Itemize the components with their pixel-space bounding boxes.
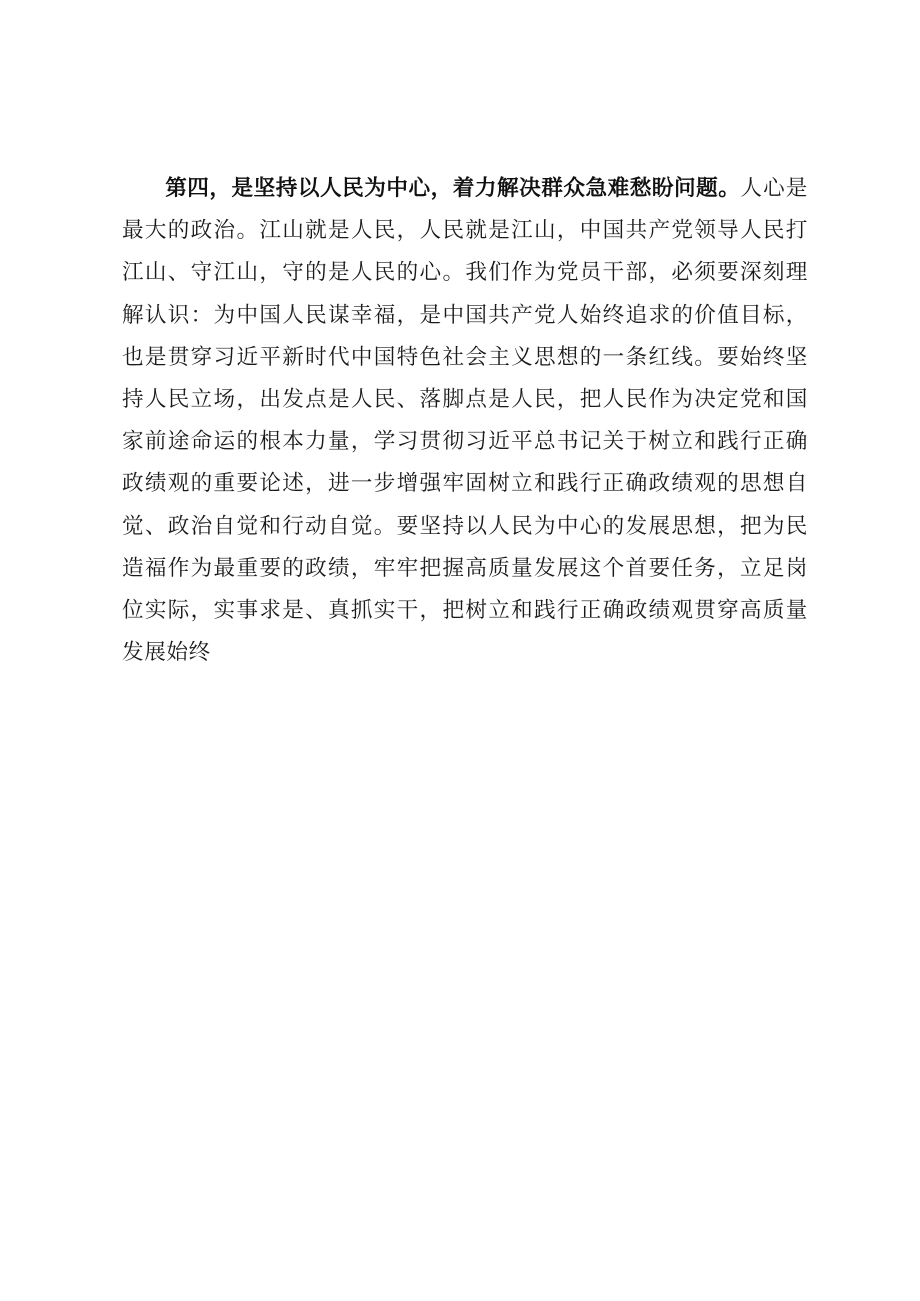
section-heading: 第四，是坚持以人民为中心，着力解决群众急难愁盼问题。 — [165, 176, 741, 201]
body-text: 人心是最大的政治。江山就是人民，人民就是江山，中国共产党领导人民打江山、守江山，守的是人民的心。我们作为党员干部，必须要深刻理解认识：为中国人民谋幸福，是中国共产党人始终追求的价值目标，也是贯穿习近平新时代中国特色社会主义思想的一条红线。要始终坚持人民立场，出发点是人民、落脚点是人民，把人民作为决定党和国家前途命运的根本力量，学习贯彻习近平总书记关于树立和践行正确政绩观的重要论述，进一步增强牢固树立和践行正确政绩观的思想自觉、政治自觉和行动自觉。要坚持以人民为中心的发展思想，把为民造福作为最重要的政绩，牢牢把握高质量发展这个首要任务，立足岗位实际，实事求是、真抓实干，把树立和践行正确政绩观贯穿高质量发展始终 — [122, 176, 808, 666]
body-paragraph — [122, 168, 808, 674]
